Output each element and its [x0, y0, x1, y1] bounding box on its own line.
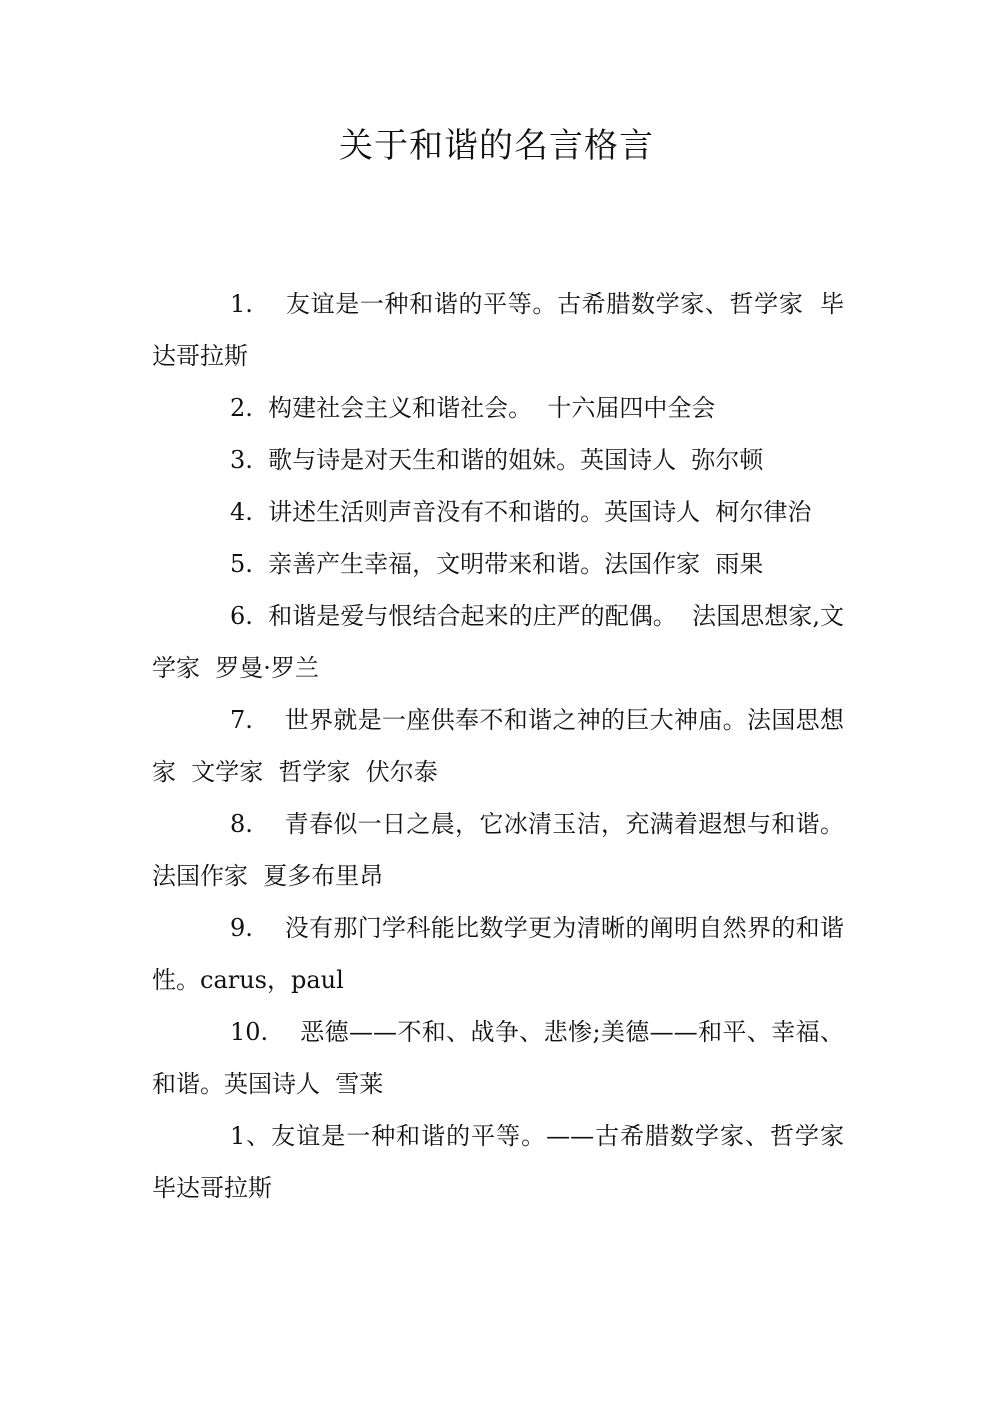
- quote-list: [152, 278, 860, 1214]
- quote-paragraph-7: 7. 世界就是一座供奉不和谐之神的巨大神庙。法国思想家 文学家 哲学家 伏尔泰: [152, 706, 844, 786]
- quote-paragraph-3: 3. 歌与诗是对天生和谐的姐妹。英国诗人 弥尔顿: [230, 446, 764, 474]
- quote-paragraph-5: 5. 亲善产生幸福，文明带来和谐。法国作家 雨果: [230, 550, 764, 578]
- quote-paragraph-2: 2. 构建社会主义和谐社会。 十六届四中全会: [230, 394, 716, 422]
- quote-paragraph-4: 4. 讲述生活则声音没有不和谐的。英国诗人 柯尔律治: [230, 498, 812, 526]
- quote-paragraph-11: 1、友谊是一种和谐的平等。——古希腊数学家、哲学家 毕达哥拉斯: [152, 1122, 860, 1202]
- quote-paragraph-1: 1. 友谊是一种和谐的平等。古希腊数学家、哲学家 毕达哥拉斯: [152, 290, 844, 370]
- quote-paragraph-9: 9. 没有那门学科能比数学更为清晰的阐明自然界的和谐性。carus，paul: [152, 914, 844, 994]
- quote-paragraph-6: 6. 和谐是爱与恨结合起来的庄严的配偶。 法国思想家,文学家 罗曼·罗兰: [152, 602, 844, 682]
- quote-paragraph-8: 8. 青春似一日之晨，它冰清玉洁，充满着遐想与和谐。法国作家 夏多布里昂: [152, 810, 844, 890]
- page-title: 关于和谐的名言格言: [339, 126, 654, 166]
- quote-paragraph-10: 10. 恶德——不和、战争、悲惨;美德——和平、幸福、和谐。英国诗人 雪莱: [152, 1018, 844, 1098]
